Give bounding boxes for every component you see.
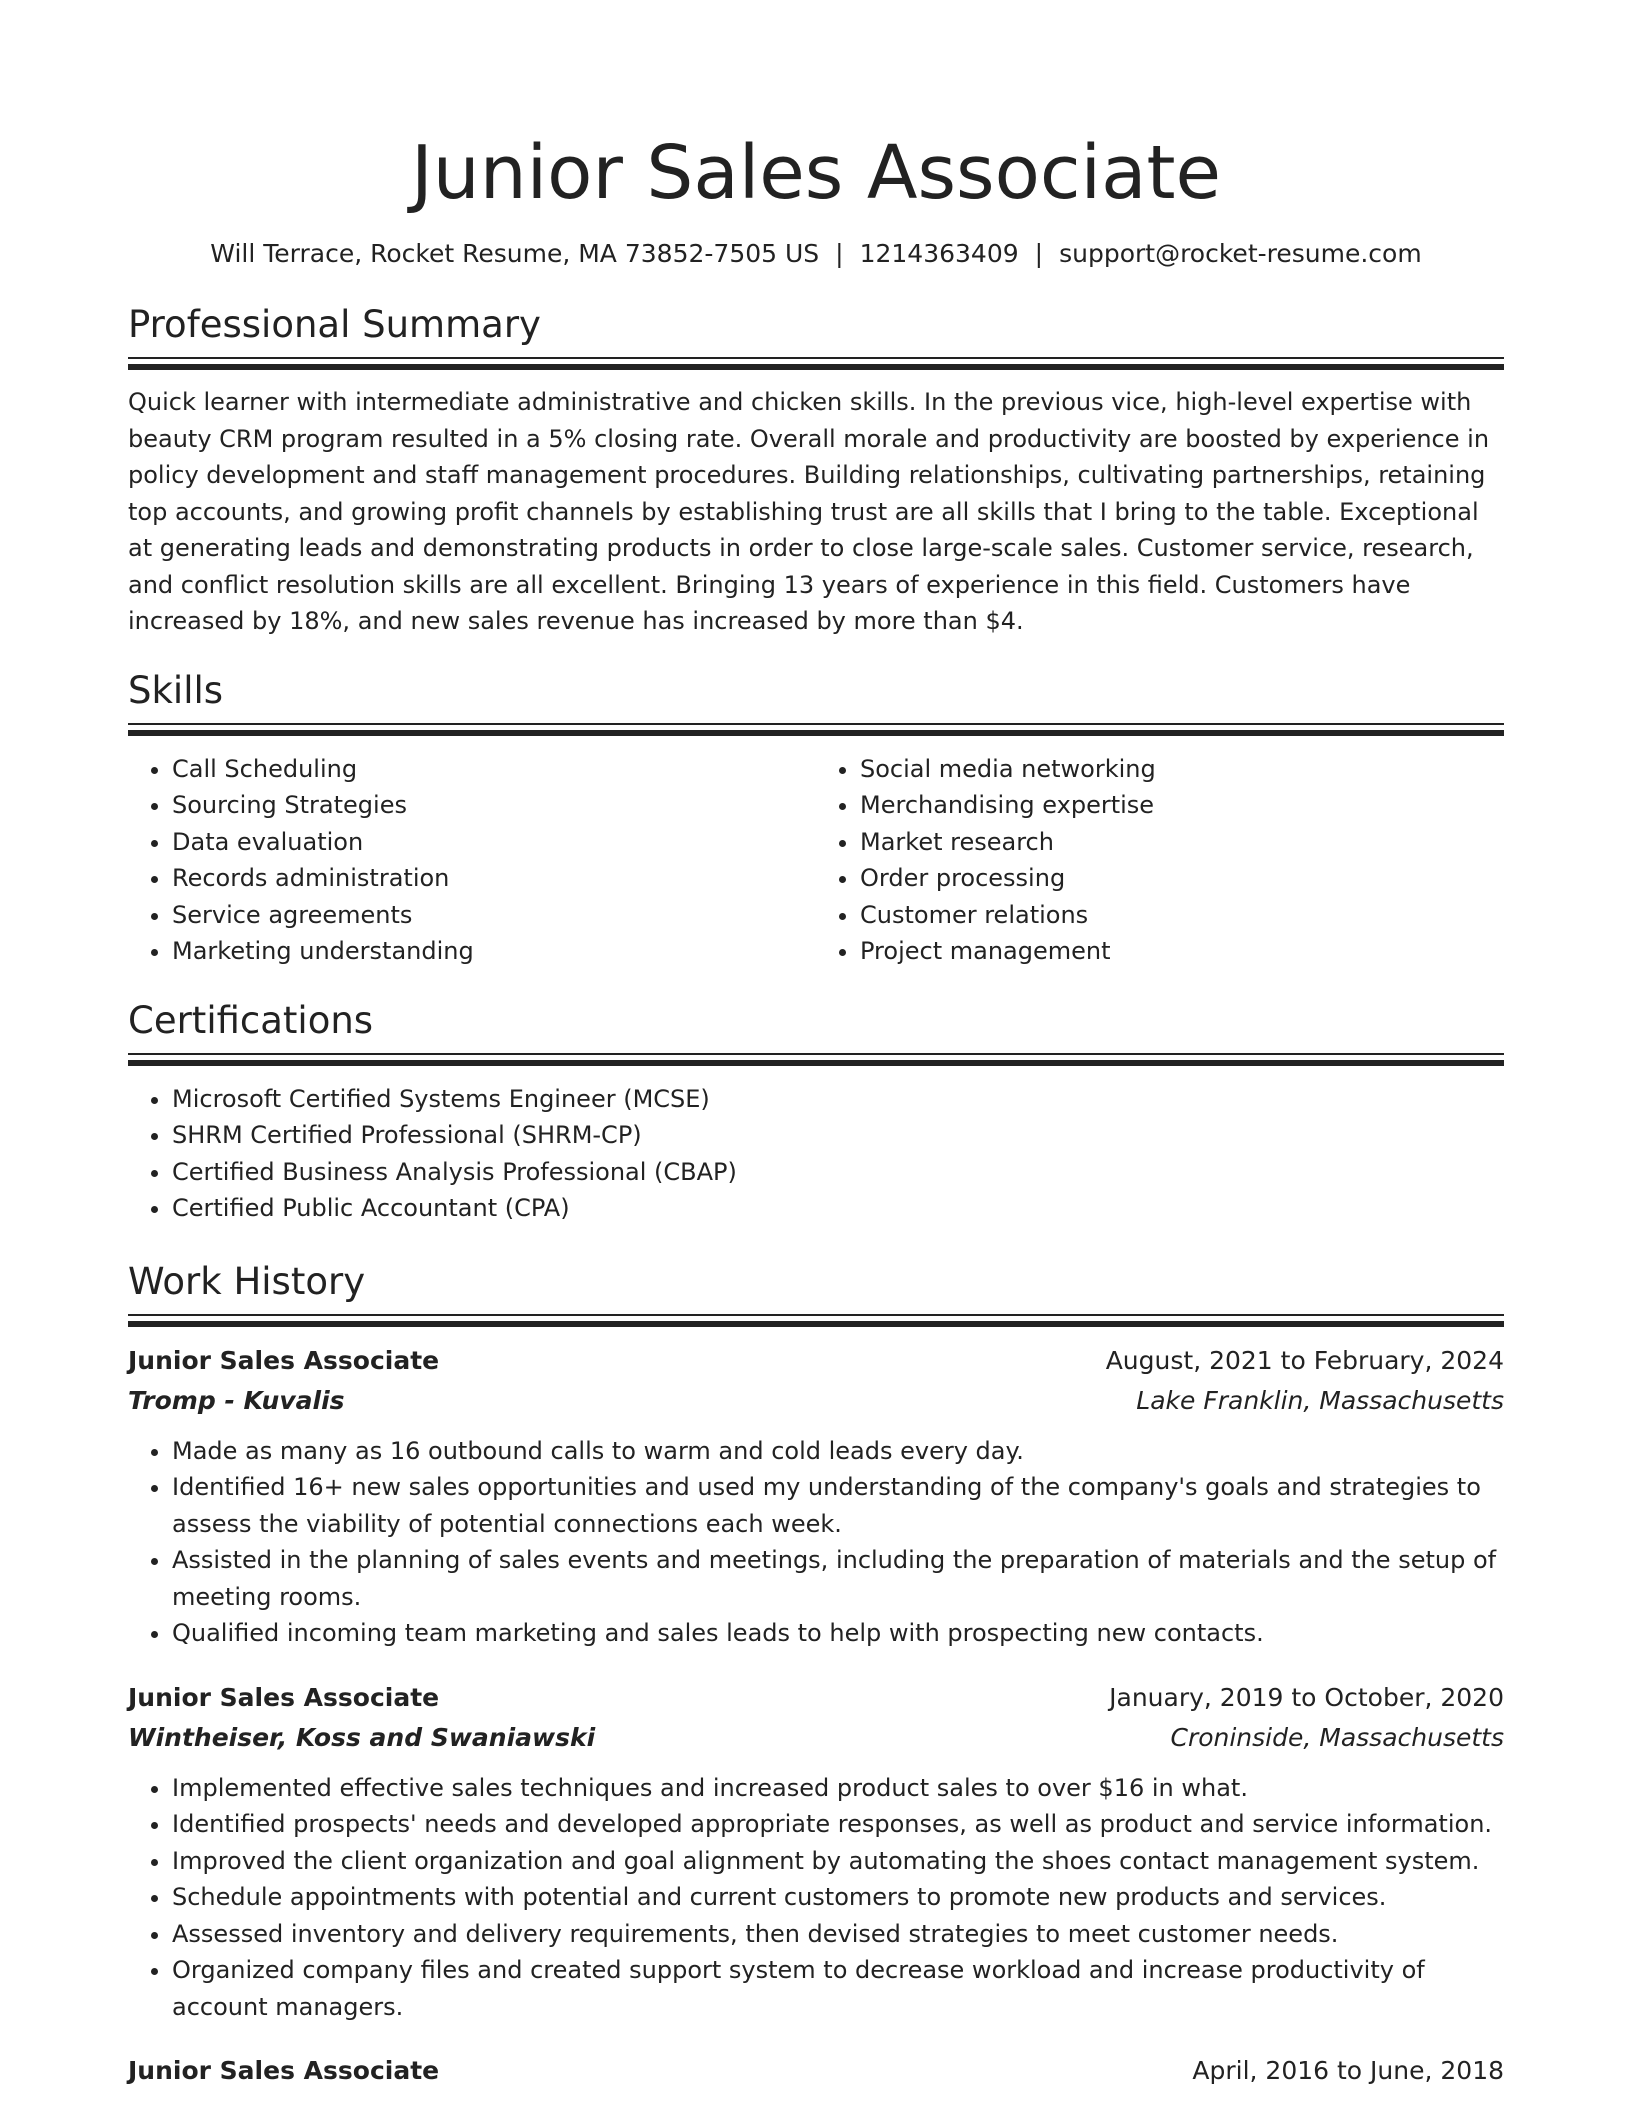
job-bullet: • Improved the client organization and goal alignment by automating the shoes contact management system. [172,1843,1504,1880]
job-company: Wintheiser, Koss and Swaniawski [128,1722,596,1752]
certification-item: • Microsoft Certified Systems Engineer (MCSE) [172,1081,1504,1118]
skill-item: • Social media networking [860,751,1504,788]
certifications-section [128,996,1504,1227]
job-bullet: • Schedule appointments with potential and current customers to promote new products and services. [172,1879,1504,1916]
job-header [128,2051,1504,2091]
section-divider [128,723,1504,736]
job-title: Junior Sales Associate [128,1345,440,1375]
job-subheader [128,1381,1504,1421]
section-divider [128,1314,1504,1327]
skill-item: • Marketing understanding [172,933,816,970]
skill-item: • Project management [860,933,1504,970]
skill-item: • Call Scheduling [172,751,816,788]
resume-page [128,0,1504,2091]
skill-item: • Merchandising expertise [860,787,1504,824]
certification-item: • SHRM Certified Professional (SHRM-CP) [172,1117,1504,1154]
section-title-skills: Skills [128,668,224,712]
job-title: Junior Sales Associate [128,1682,440,1712]
contact-address: Will Terrace, Rocket Resume, MA 73852-7505 US [210,239,820,268]
job-bullet-list [128,1770,1504,2026]
skills-list-right [816,751,1504,970]
certification-item: • Certified Business Analysis Professional (CBAP) [172,1154,1504,1191]
job-dates: August, 2021 to February, 2024 [1105,1345,1504,1375]
job-location: Croninside, Massachusetts [1170,1722,1504,1752]
section-divider [128,1053,1504,1066]
job-dates: April, 2016 to June, 2018 [1192,2056,1504,2085]
skill-item: • Order processing [860,860,1504,897]
job-entry [128,2051,1504,2091]
job-title: Junior Sales Associate [128,2056,440,2085]
job-entry [128,1341,1504,1652]
section-title-work-history: Work History [128,1259,366,1303]
skills-list-left [128,751,816,970]
certifications-list [128,1081,1504,1227]
skill-item: • Sourcing Strategies [172,787,816,824]
job-bullet: • Identified 16+ new sales opportunities and used my understanding of the company's goals and strategies to assess the viability of potential connections each week. [172,1469,1504,1542]
job-bullet: • Implemented effective sales techniques and increased product sales to over $16 in what. [172,1770,1504,1807]
summary-text: Quick learner with intermediate administrative and chicken skills. In the previous vice, high-level expertise with beauty CRM program resulted in a 5% closing rate. Overall morale and productivity are boosted by experience in policy development and staff management procedures. Building relationships, cultivating partnerships, retaining top accounts, and growing profit channels by establishing trust are all skills that I bring to the table. Exceptional at generating leads and demonstrating products in order to close large-scale sales. Customer service, research, and conflict resolution skills are all excellent. Bringing 13 years of experience in this field. Customers have increased by 18%, and new sales revenue has increased by more than $4. [128,388,1490,635]
contact-separator: | [1034,239,1044,268]
job-dates: January, 2019 to October, 2020 [1109,1682,1504,1712]
job-company: Tromp - Kuvalis [128,1385,345,1415]
job-bullet: • Qualified incoming team marketing and sales leads to help with prospecting new contacts. [172,1615,1504,1652]
skill-item: • Records administration [172,860,816,897]
skill-item: • Service agreements [172,897,816,934]
job-bullet: • Assessed inventory and delivery requirements, then devised strategies to meet customer needs. [172,1916,1504,1953]
job-location: Lake Franklin, Massachusetts [1136,1385,1504,1415]
job-bullet: • Assisted in the planning of sales events and meetings, including the preparation of materials and the setup of meeting rooms. [172,1542,1504,1615]
contact-email: support@rocket-resume.com [1059,239,1422,268]
skills-section [128,666,1504,970]
job-bullet: • Identified prospects' needs and developed appropriate responses, as well as product and service information. [172,1806,1504,1843]
job-header [128,1341,1504,1381]
certification-item: • Certified Public Accountant (CPA) [172,1190,1504,1227]
skill-item: • Data evaluation [172,824,816,861]
section-divider [128,357,1504,370]
job-subheader [128,1718,1504,1758]
section-title-certifications: Certifications [128,998,374,1042]
job-header [128,1678,1504,1718]
contact-phone: 1214363409 [859,239,1019,268]
skills-columns [128,751,1504,970]
summary-section [128,300,1504,640]
resume-name: Junior Sales Associate [410,130,1222,216]
skill-item: • Market research [860,824,1504,861]
job-entry [128,1678,1504,2026]
job-bullet-list [128,1433,1504,1652]
skill-item: • Customer relations [860,897,1504,934]
contact-separator: | [835,239,844,268]
job-bullet: • Made as many as 16 outbound calls to warm and cold leads every day. [172,1433,1504,1470]
contact-line [128,236,1504,272]
section-title-summary: Professional Summary [128,303,541,346]
work-history-section [128,1257,1504,2092]
job-bullet: • Organized company files and created support system to decrease workload and increase productivity of account managers. [172,1952,1504,2025]
